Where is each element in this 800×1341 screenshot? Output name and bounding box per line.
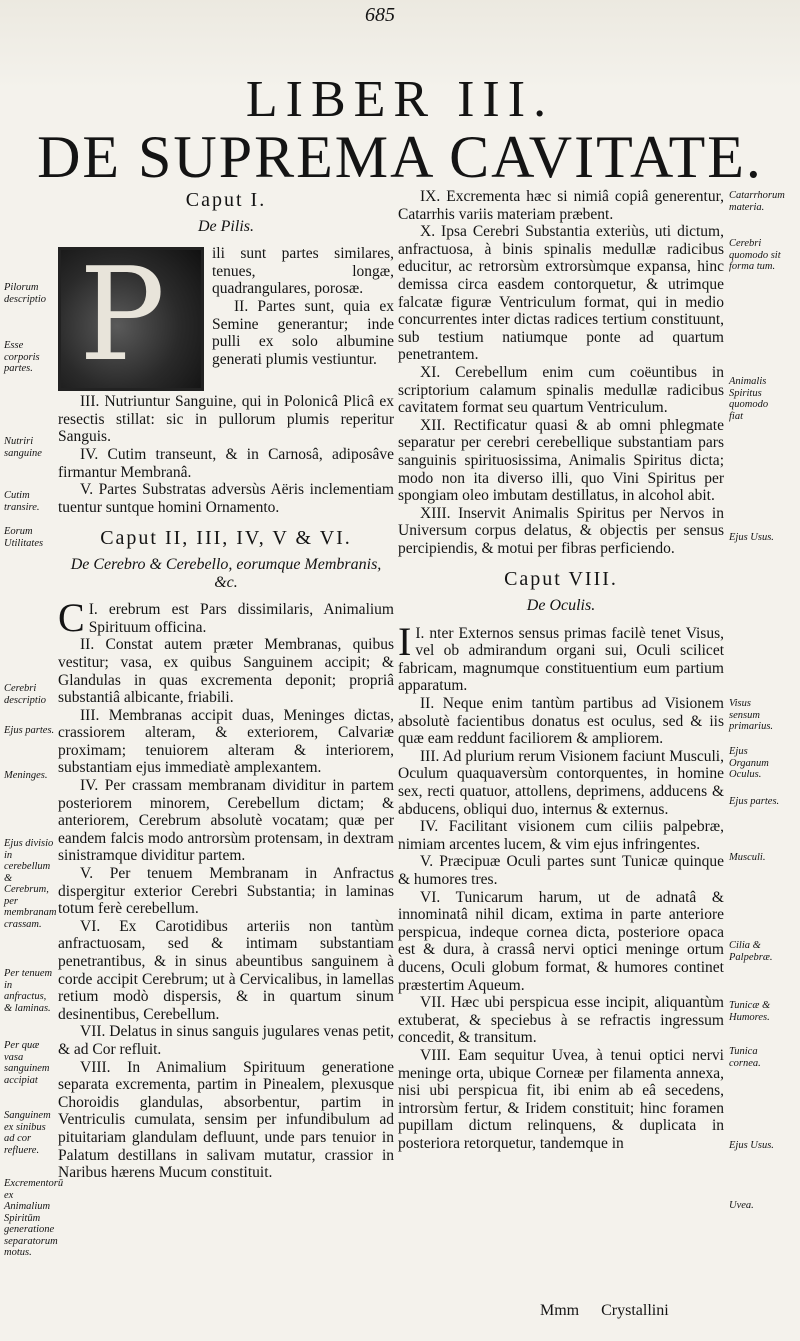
paragraph: ili sunt partes similares, tenues, longæ, quadrangulares, porosæ.	[212, 245, 394, 298]
paragraph: IV. Per crassam membranam dividitur in partem posteriorem minorem, Cerebellum dictam; & anteriorem, Cerebrum absolutè vocatam; quæ per eandem falcis modo antrorsùm protensam, in dextram sinistramque dividitur partem.	[58, 777, 394, 865]
paragraph: III. Ad plurium rerum Visionem faciunt Musculi, Oculum quaquaversùm contorquentes, in homine sex, recti quatuor, attollens, deprimens, adducens & abducens, obliqui duo, internus & externus.	[398, 747, 724, 818]
paragraph: II. Partes sunt, quia ex Semine generantur; inde pulli ex solo albumine generati plumis vestiuntur.	[212, 297, 394, 368]
chapter-subtitle: De Pilis.	[198, 217, 254, 235]
margin-note: Per tenuem in anfractus, & laminas.	[4, 968, 53, 1014]
chapter-heading: Caput VIII.	[504, 568, 618, 591]
margin-note: Ejus Organum Oculus.	[729, 746, 769, 780]
right-margin-notes	[729, 0, 799, 1341]
chapter-subtitle: De Cerebro & Cerebello, eorumque Membranis, &c.	[70, 555, 382, 591]
chapter-heading: Caput II, III, IV, V & VI.	[100, 527, 352, 550]
initial-letter: P	[79, 241, 166, 391]
paragraph: X. Ipsa Cerebri Substantia exteriùs, uti dictum, anfractuosa, à binis spinalis medullæ radicibus educitur, ac retrorsùm extrorsùmque expansa, hinc demissa circa easdem contorquetur, & utrimque falcatæ figuræ Ventriculum format, qui in medio concurrentes inter dictas radices tertium constituunt, sub testium natiumque ponte ad quartum penetrantem.	[398, 223, 724, 364]
paragraph: I. erebrum est Pars dissimilaris, Animalium Spirituum officina.	[88, 601, 394, 636]
margin-note: Esse corporis partes.	[4, 340, 40, 374]
paragraph: VI. Ex Carotidibus arteriis non tantùm anfractuosam, sed & intimam substantiam penetrantibus, & in sinus abeuntibus sanguinem à corde accipit Cerebrum; ut à Cervicalibus, in lamellas retium modò dispersis, & in quartum sinum desinentibus, Cerebellum.	[58, 917, 394, 1023]
ornamental-initial	[58, 241, 204, 391]
paragraph: III. Membranas accipit duas, Meninges dictas, crassiorem alteram, & exteriorem, Calvariæ proximam; tenuiorem alteram & interiorem, substantiam ejus immediatè amplexantem.	[58, 706, 394, 777]
paragraph: V. Partes Substratas adversùs Aëris inclementiam tuentur suntque homini Ornamento.	[58, 481, 394, 516]
left-column	[58, 188, 394, 1182]
paragraph: VIII. Eam sequitur Uvea, à tenui optici nervi meninge orta, ubique Corneæ per filamenta annexa, nisi ubi perspicua fit, ibi enim ab eâ secedens, introrsùm fertur, & Iridem constituit; hinc foramen pupillam dictum relinquens, & duplicata in posteriora retorquetur, tandemque in	[398, 1046, 724, 1152]
section-title: DE SUPREMA CAVITATE.	[37, 124, 763, 190]
margin-note: Cerebri descriptio	[4, 683, 46, 706]
left-margin-notes	[4, 0, 64, 1341]
margin-note: Meninges.	[4, 770, 48, 781]
paragraph: V. Per tenuem Membranam in Anfractus dispergitur exterior Cerebri Substantia; in laminas totum ferè cerebellum.	[58, 865, 394, 918]
chapter-subtitle: De Oculis.	[526, 597, 596, 615]
page-footer	[540, 1302, 790, 1320]
margin-note: Per quæ vasa sanguinem accipiat	[4, 1040, 50, 1086]
book-heading: LIBER III.	[245, 71, 555, 128]
catchword: Crystallini	[601, 1302, 669, 1319]
paragraph: II. Constat autem præter Membranas, quibus vestitur; vasa, ex quibus Sanguinem accipit; & Glandulas in quas excrementa deponit; propriâ substantiâ albicante, friabili.	[58, 636, 394, 707]
right-column	[398, 188, 724, 1152]
margin-note: Ejus Usus.	[729, 532, 774, 543]
margin-note: Cerebri quomodo sit forma tum.	[729, 238, 781, 272]
margin-note: Sanguinem ex sinibus ad cor refluere.	[4, 1110, 51, 1156]
margin-note: Ejus partes.	[729, 796, 780, 807]
margin-note: Ejus partes.	[4, 725, 55, 736]
signature-mark: Mmm	[540, 1302, 580, 1319]
margin-note: Visus sensum primarius.	[729, 698, 774, 732]
margin-note: Catarrhorum materia.	[729, 190, 785, 213]
paragraph: XI. Cerebellum enim cum coëuntibus in scriptorium calamum spinalis medullæ radicibus cavitatem format seu quartum Ventriculum.	[398, 363, 724, 417]
paragraph: VI. Tunicarum harum, ut de adnatâ & innominatâ nihil dicam, extima in parte anteriore perspicua, indeque cornea dicta, posteriore opaca est & dura, à crassâ nervi optici meninge ortum ducens, Oculi globum format, & humores continet præstertim Aqueum.	[398, 888, 724, 994]
page-number: 685	[365, 4, 395, 26]
margin-note: Eorum Utilitates	[4, 526, 44, 549]
paragraph: IX. Excrementa hæc si nimiâ copiâ generentur, Catarrhis variis materiam præbent.	[398, 188, 724, 223]
margin-note: Pilorum descriptio	[4, 282, 46, 305]
paragraph: XIII. Inservit Animalis Spiritus per Nervos in Universum corpus delatus, & objectis per sensus percipiendis, & motui per fibras perficiendo.	[398, 504, 724, 557]
margin-note: Excrementorū ex Animalium Spiritūm generatione separatorum motus.	[4, 1178, 64, 1258]
margin-note: Musculi.	[729, 852, 766, 863]
margin-note: Ejus divisio in cerebellum & Cerebrum, per membranam crassam.	[4, 838, 57, 930]
margin-note: Nutriri sanguine	[4, 436, 42, 459]
margin-note: Tunica cornea.	[729, 1046, 761, 1069]
paragraph: VIII. In Animalium Spirituum generatione separata excrementa, partim in Pinealem, plexusque Choroidis glandulas, absorbentur, partim in Ventriculis cumulata, sensim per infundibulum ad pituitariam glandulam defluunt, unde pars tenuior in Palatum destillans in salivam mutatur, crassior in Naribus hærens Mucum constituit.	[58, 1058, 394, 1182]
paragraph: V. Præcipuæ Oculi partes sunt Tunicæ quinque & humores tres.	[398, 853, 724, 888]
paragraph: I. nter Externos sensus primas facilè tenet Visus, vel ob admirandum organi sui, Oculi scilicet fabricam, magnumque constituentium eum partium apparatum.	[398, 624, 724, 695]
paragraph: VII. Hæc ubi perspicua esse incipit, aliquantùm extuberat, & speciebus à se refractis ingressum concedit, & transitum.	[398, 994, 724, 1047]
paragraph: II. Neque enim tantùm partibus ad Visionem absolutè facientibus donatus est oculus, sed & iis quæ eam reddunt faciliorem & ampliorem.	[398, 695, 724, 748]
paragraph: IV. Cutim transeunt, & in Carnosâ, adiposâve firmantur Membranâ.	[58, 445, 394, 481]
initial-letter: I	[398, 618, 412, 664]
margin-note: Cutim transire.	[4, 490, 40, 513]
margin-note: Tunicæ & Humores.	[729, 1000, 771, 1023]
paragraph: VII. Delatus in sinus sanguis jugulares venas petit, & ad Cor refluit.	[58, 1023, 394, 1058]
chapter-heading: Caput I.	[185, 189, 267, 211]
margin-note: Ejus Usus.	[729, 1140, 774, 1151]
margin-note: Uvea.	[729, 1200, 754, 1211]
initial-letter: C	[58, 595, 85, 641]
paragraph: XII. Rectificatur quasi & ab omni phlegmate separatur per cerebri cerebellique substantiam pars sanguinis spirituosissima, Animalis Spiritus dicta; modo non ita diverso illi, quo Vini Spiritus per spongiam oleo imbutam destillatus, in alcohol abit.	[398, 416, 724, 505]
paragraph: IV. Facilitant visionem cum ciliis palpebræ, nimiam arcentes lucem, & vim ejus infringentes.	[398, 818, 724, 853]
margin-note: Animalis Spiritus quomodo fiat	[729, 376, 769, 422]
margin-note: Cilia & Palpebræ.	[729, 940, 773, 963]
paragraph: III. Nutriuntur Sanguine, qui in Polonicâ Plicâ ex resectis stillat: sic in pullorum plumis reperitur Sanguis.	[58, 393, 394, 446]
